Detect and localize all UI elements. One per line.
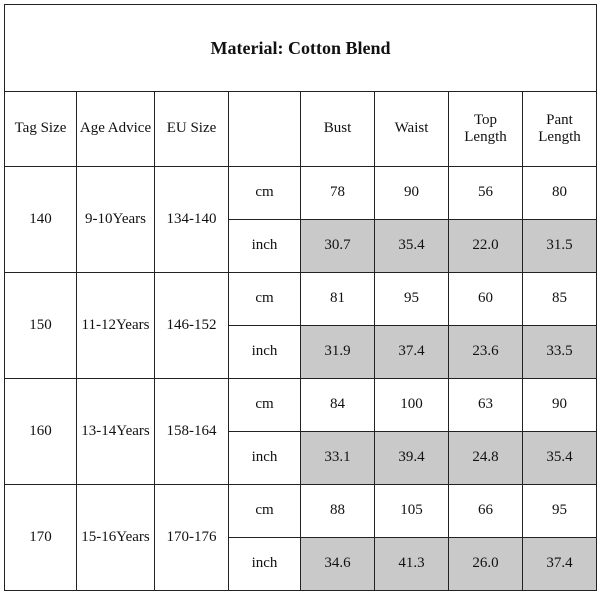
table-title: Material: Cotton Blend	[5, 5, 597, 92]
tag-size-cell: 140	[5, 167, 77, 273]
age-advice-cell: 13-14Years	[77, 379, 155, 485]
unit-cell: cm	[229, 485, 301, 538]
header-age-advice: Age Advice	[77, 92, 155, 167]
bust-cell: 34.6	[301, 538, 375, 591]
header-top-length-line1: Top	[473, 111, 498, 128]
waist-cell: 35.4	[375, 220, 449, 273]
tag-size-cell: 160	[5, 379, 77, 485]
bust-cell: 81	[301, 273, 375, 326]
age-advice-cell: 15-16Years	[77, 485, 155, 591]
pant-length-cell: 90	[523, 379, 597, 432]
pant-length-cell: 37.4	[523, 538, 597, 591]
pant-length-cell: 33.5	[523, 326, 597, 379]
tag-size-cell: 170	[5, 485, 77, 591]
tag-size-cell: 150	[5, 273, 77, 379]
table-row-160-cm	[5, 379, 597, 432]
bust-cell: 78	[301, 167, 375, 220]
header-pant-length-line2: Length	[538, 129, 581, 145]
size-table	[4, 4, 597, 591]
pant-length-cell: 35.4	[523, 432, 597, 485]
unit-cell: cm	[229, 379, 301, 432]
eu-size-cell: 146-152	[155, 273, 229, 379]
header-unit	[229, 92, 301, 167]
pant-length-cell: 95	[523, 485, 597, 538]
waist-cell: 100	[375, 379, 449, 432]
header-waist: Waist	[375, 92, 449, 167]
table-row-150-cm	[5, 273, 597, 326]
unit-cell: cm	[229, 273, 301, 326]
table-row-170-cm	[5, 485, 597, 538]
age-advice-cell: 9-10Years	[77, 167, 155, 273]
unit-cell: inch	[229, 432, 301, 485]
eu-size-cell: 134-140	[155, 167, 229, 273]
table-row-140-cm	[5, 167, 597, 220]
top-length-cell: 26.0	[449, 538, 523, 591]
waist-cell: 90	[375, 167, 449, 220]
eu-size-cell: 170-176	[155, 485, 229, 591]
unit-cell: inch	[229, 538, 301, 591]
top-length-cell: 23.6	[449, 326, 523, 379]
bust-cell: 88	[301, 485, 375, 538]
bust-cell: 30.7	[301, 220, 375, 273]
pant-length-cell: 80	[523, 167, 597, 220]
unit-cell: inch	[229, 326, 301, 379]
age-advice-cell: 11-12Years	[77, 273, 155, 379]
pant-length-cell: 31.5	[523, 220, 597, 273]
top-length-cell: 24.8	[449, 432, 523, 485]
top-length-cell: 66	[449, 485, 523, 538]
top-length-cell: 22.0	[449, 220, 523, 273]
unit-cell: inch	[229, 220, 301, 273]
header-tag-size: Tag Size	[5, 92, 77, 167]
eu-size-cell: 158-164	[155, 379, 229, 485]
bust-cell: 84	[301, 379, 375, 432]
header-top-length-line2: Length	[464, 129, 507, 145]
header-top-length	[449, 92, 523, 167]
top-length-cell: 63	[449, 379, 523, 432]
header-eu-size: EU Size	[155, 92, 229, 167]
waist-cell: 95	[375, 273, 449, 326]
top-length-cell: 60	[449, 273, 523, 326]
top-length-cell: 56	[449, 167, 523, 220]
bust-cell: 33.1	[301, 432, 375, 485]
waist-cell: 39.4	[375, 432, 449, 485]
waist-cell: 37.4	[375, 326, 449, 379]
pant-length-cell: 85	[523, 273, 597, 326]
waist-cell: 105	[375, 485, 449, 538]
header-pant-length	[523, 92, 597, 167]
bust-cell: 31.9	[301, 326, 375, 379]
waist-cell: 41.3	[375, 538, 449, 591]
header-pant-length-line1: Pant	[546, 111, 573, 128]
unit-cell: cm	[229, 167, 301, 220]
header-bust: Bust	[301, 92, 375, 167]
header-row	[5, 92, 597, 167]
